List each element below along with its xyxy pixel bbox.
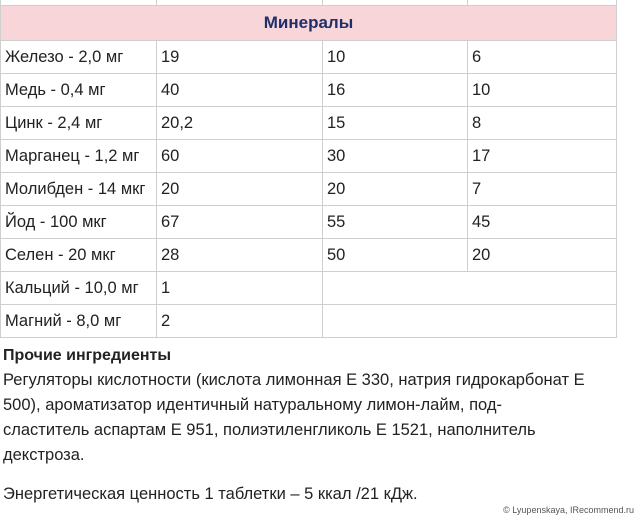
table-cell: 45	[468, 206, 617, 239]
table-row	[1, 305, 617, 338]
table-row	[1, 140, 617, 173]
other-ingredients-text	[3, 368, 633, 468]
table-cell: 20	[468, 239, 617, 272]
table-row	[1, 107, 617, 140]
paragraph-line: сластитель аспартам Е 951, полиэтиленгликоль Е 1521, наполнитель	[3, 421, 536, 439]
mineral-name: Марганец - 1,2 мг	[1, 140, 157, 173]
table-cell: 55	[323, 206, 468, 239]
table-row	[1, 41, 617, 74]
section-header-row	[1, 6, 617, 41]
table-cell: 16	[323, 74, 468, 107]
table-cell: 7	[468, 173, 617, 206]
table-cell: 50	[323, 239, 468, 272]
mineral-name: Кальций - 10,0 мг	[1, 272, 157, 305]
mineral-name: Молибден - 14 мкг	[1, 173, 157, 206]
table-cell: 20	[323, 173, 468, 206]
table-cell-empty	[323, 305, 617, 338]
other-ingredients-heading: Прочие ингредиенты	[3, 347, 172, 364]
table-cell-empty	[323, 272, 617, 305]
paragraph-line: декстроза.	[3, 446, 85, 464]
table-row	[1, 173, 617, 206]
table-cell: 10	[468, 74, 617, 107]
watermark: © Lyupenskaya, IRecommend.ru	[503, 505, 634, 515]
mineral-name: Цинк - 2,4 мг	[1, 107, 157, 140]
table-cell: 20	[157, 173, 323, 206]
table-row	[1, 206, 617, 239]
table-cell: 2	[157, 305, 323, 338]
section-header: Минералы	[1, 6, 617, 41]
mineral-name: Магний - 8,0 мг	[1, 305, 157, 338]
mineral-name: Железо - 2,0 мг	[1, 41, 157, 74]
table-row	[1, 239, 617, 272]
table-cell: 67	[157, 206, 323, 239]
table-row	[1, 272, 617, 305]
table-cell: 19	[157, 41, 323, 74]
table-cell: 10	[323, 41, 468, 74]
table-cell: 40	[157, 74, 323, 107]
table-cell: 20,2	[157, 107, 323, 140]
mineral-name: Селен - 20 мкг	[1, 239, 157, 272]
mineral-name: Йод - 100 мкг	[1, 206, 157, 239]
table-cell: 8	[468, 107, 617, 140]
paragraph-line: 500), ароматизатор идентичный натуральному лимон-лайм, под-	[3, 396, 502, 414]
table-cell: 15	[323, 107, 468, 140]
table-cell: 30	[323, 140, 468, 173]
energy-value-text: Энергетическая ценность 1 таблетки – 5 ккал /21 кДж.	[3, 485, 418, 503]
table-row	[1, 74, 617, 107]
mineral-name: Медь - 0,4 мг	[1, 74, 157, 107]
table-cell: 17	[468, 140, 617, 173]
table-cell: 28	[157, 239, 323, 272]
table-cell: 6	[468, 41, 617, 74]
table-cell: 1	[157, 272, 323, 305]
paragraph-line: Регуляторы кислотности (кислота лимонная Е 330, натрия гидрокарбонат Е	[3, 371, 585, 389]
table-cell: 60	[157, 140, 323, 173]
